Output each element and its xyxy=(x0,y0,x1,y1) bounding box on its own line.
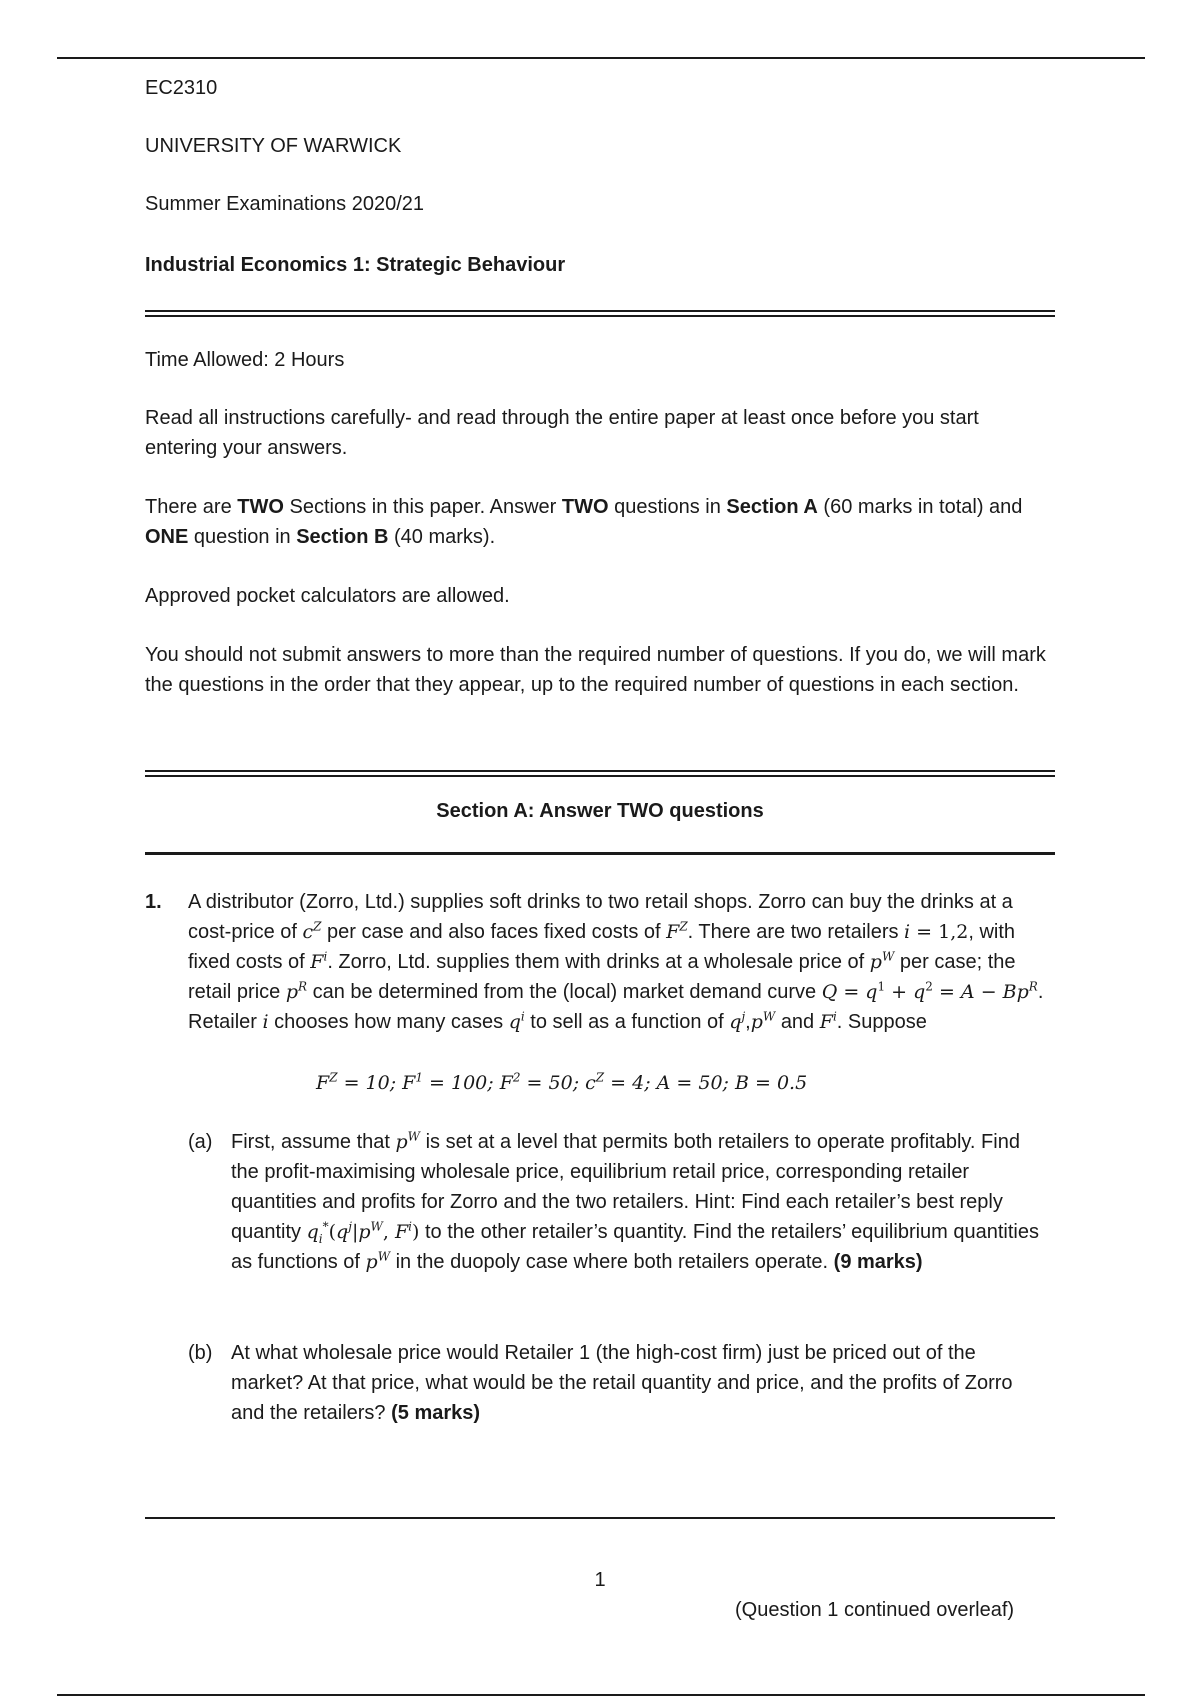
answer-limit-note: You should not submit answers to more than the required number of questions. If you do, we will mark the questions in the order that they appear, up to the required number of questions in each section. xyxy=(145,644,1046,696)
sections-instruction: There are TWO Sections in this paper. Answer TWO questions in Section A (60 marks in total) and ONE question in Section B (40 marks). xyxy=(145,496,1023,548)
part-b-text: At what wholesale price would Retailer 1 (the high-cost firm) just be priced out of the market? At that price, what would be the retail quantity and price, and the profits of Zorro and the retailers? (5 marks) xyxy=(231,1342,1013,1424)
university-name: UNIVERSITY OF WARWICK xyxy=(145,135,402,157)
question-stem: A distributor (Zorro, Ltd.) supplies soft drinks to two retail shops. Zorro can buy the drinks at a cost-price of $c^Z$ per case and also faces fixed costs of $F^Z$. There are two retailers i = 1,2, with fixed costs of $F^i$. Zorro, Ltd. supplies them with drinks at a wholesale price of $p^W$ per case; the retail price $p^R$ can be determined from the (local) market demand curve $Q = q^1 + q^2 = A - Bp^R$. Retailer i chooses how many cases $q^i$ to sell as a function of $q^j,p^W$ and $F^i$. Suppose xyxy=(188,891,1044,1033)
course-code: EC2310 xyxy=(145,77,218,99)
parameter-values-text: $F^Z = 10$; $F^1 = 100$; $F^2 = 50$; $c^Z = 4$; A = 50; B = 0.5 xyxy=(316,1070,808,1094)
top-page-rule xyxy=(57,57,1145,59)
section-a-top-rule xyxy=(145,770,1055,777)
page-number: 1 xyxy=(594,1569,606,1591)
exam-session: Summer Examinations 2020/21 xyxy=(145,193,425,215)
continued-note: (Question 1 continued overleaf) xyxy=(735,1599,1015,1621)
section-a-heading: Section A: Answer TWO questions xyxy=(436,800,764,822)
time-allowed: Time Allowed: 2 Hours xyxy=(145,349,345,371)
header-double-rule xyxy=(145,310,1055,317)
calculator-note: Approved pocket calculators are allowed. xyxy=(145,585,510,607)
read-instructions: Read all instructions carefully- and read through the entire paper at least once before you start entering your answers. xyxy=(145,407,979,459)
part-b-label: (b) xyxy=(188,1342,213,1364)
part-a-label: (a) xyxy=(188,1131,213,1153)
question-number: 1. xyxy=(145,891,162,913)
bottom-page-rule xyxy=(57,1694,1145,1696)
parameter-values xyxy=(316,1068,807,1098)
section-a-bottom-rule xyxy=(145,852,1055,855)
paper-title: Industrial Economics 1: Strategic Behaviour xyxy=(145,254,566,276)
footer-rule xyxy=(145,1517,1055,1519)
part-a-text: First, assume that $p^W$ is set at a level that permits both retailers to operate profitably. Find the profit-maximising wholesale price, equilibrium retail price, corresponding retailer quantities and profits for Zorro and the two retailers. Hint: Find each retailer’s best reply quantity $q_i^*(q^j|p^W$, $F^i$) to the other retailer’s quantity. Find the retailers’ equilibrium quantities as functions of $p^W$ in the duopoly case where both retailers operate. (9 marks) xyxy=(231,1129,1040,1273)
